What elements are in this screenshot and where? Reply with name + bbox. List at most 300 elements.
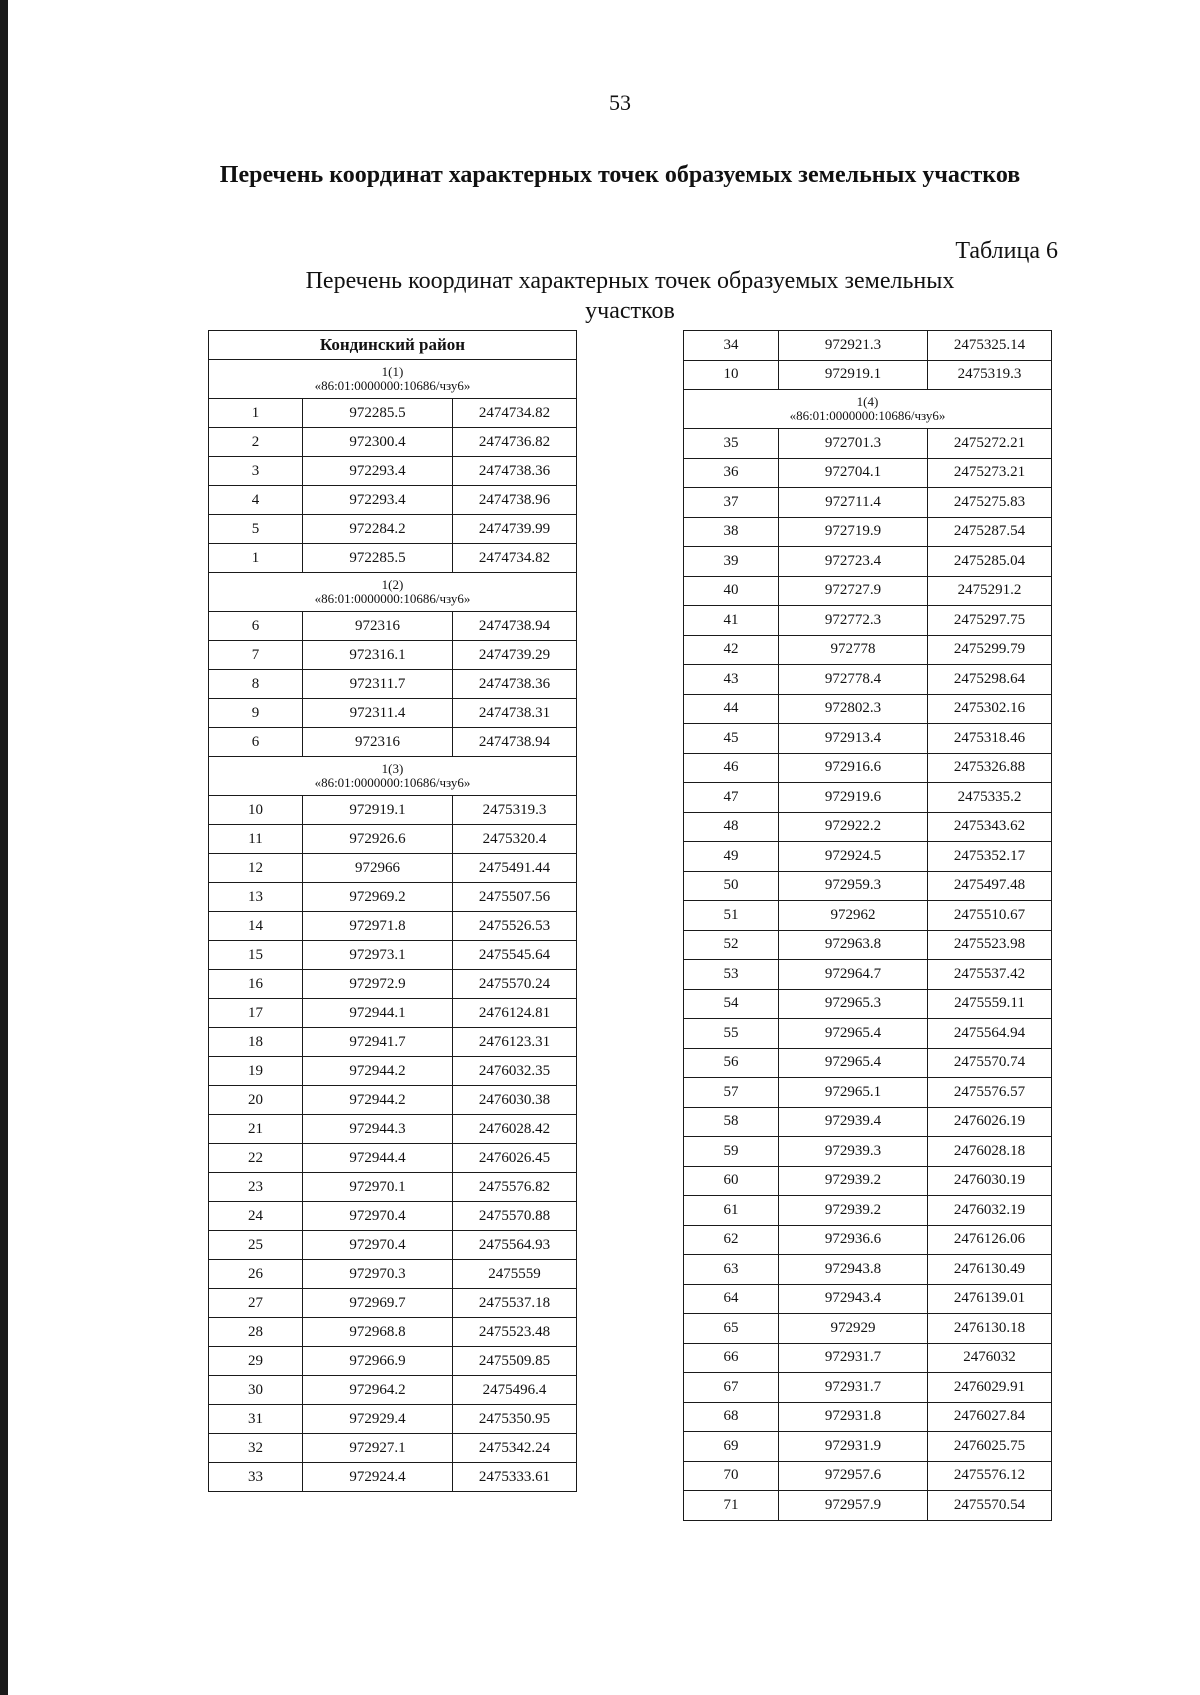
y-coordinate-cell: 2475507.56 (453, 883, 577, 912)
y-coordinate-cell: 2474738.94 (453, 728, 577, 757)
coordinate-row (684, 1019, 1052, 1049)
x-coordinate-cell: 972311.4 (303, 699, 453, 728)
point-number-cell: 9 (209, 699, 303, 728)
x-coordinate-cell: 972973.1 (303, 941, 453, 970)
point-number-cell: 24 (209, 1202, 303, 1231)
page-title: Перечень координат характерных точек образуемых земельных участков (219, 162, 1021, 188)
y-coordinate-cell: 2475335.2 (928, 783, 1052, 813)
x-coordinate-cell: 972913.4 (779, 724, 928, 754)
parcel-group-row (209, 757, 577, 796)
coordinate-row (209, 796, 577, 825)
y-coordinate-cell: 2475523.48 (453, 1318, 577, 1347)
x-coordinate-cell: 972970.3 (303, 1260, 453, 1289)
point-number-cell: 39 (684, 547, 779, 577)
point-number-cell: 70 (684, 1461, 779, 1491)
point-number-cell: 38 (684, 517, 779, 547)
x-coordinate-cell: 972944.2 (303, 1057, 453, 1086)
point-number-cell: 67 (684, 1373, 779, 1403)
parcel-id: 1(3) (381, 761, 404, 776)
y-coordinate-cell: 2475302.16 (928, 694, 1052, 724)
y-coordinate-cell: 2476027.84 (928, 1402, 1052, 1432)
x-coordinate-cell: 972926.6 (303, 825, 453, 854)
coordinate-row (684, 1491, 1052, 1521)
point-number-cell: 68 (684, 1402, 779, 1432)
point-number-cell: 32 (209, 1434, 303, 1463)
x-coordinate-cell: 972963.8 (779, 930, 928, 960)
coordinate-row (684, 635, 1052, 665)
point-number-cell: 27 (209, 1289, 303, 1318)
y-coordinate-cell: 2475576.57 (928, 1078, 1052, 1108)
point-number-cell: 1 (209, 399, 303, 428)
coordinate-row (684, 606, 1052, 636)
x-coordinate-cell: 972965.4 (779, 1019, 928, 1049)
x-coordinate-cell: 972965.4 (779, 1048, 928, 1078)
point-number-cell: 14 (209, 912, 303, 941)
y-coordinate-cell: 2475559 (453, 1260, 577, 1289)
point-number-cell: 62 (684, 1225, 779, 1255)
coordinate-row (684, 331, 1052, 361)
point-number-cell: 63 (684, 1255, 779, 1285)
x-coordinate-cell: 972802.3 (779, 694, 928, 724)
point-number-cell: 10 (684, 360, 779, 390)
point-number-cell: 1 (209, 544, 303, 573)
x-coordinate-cell: 972772.3 (779, 606, 928, 636)
point-number-cell: 28 (209, 1318, 303, 1347)
x-coordinate-cell: 972970.1 (303, 1173, 453, 1202)
point-number-cell: 19 (209, 1057, 303, 1086)
coordinate-row (209, 1405, 577, 1434)
x-coordinate-cell: 972316 (303, 612, 453, 641)
x-coordinate-cell: 972971.8 (303, 912, 453, 941)
parcel-group-header (684, 390, 1052, 429)
coordinate-row (684, 458, 1052, 488)
y-coordinate-cell: 2475342.24 (453, 1434, 577, 1463)
y-coordinate-cell: 2476028.42 (453, 1115, 577, 1144)
point-number-cell: 61 (684, 1196, 779, 1226)
x-coordinate-cell: 972944.4 (303, 1144, 453, 1173)
point-number-cell: 45 (684, 724, 779, 754)
x-coordinate-cell: 972936.6 (779, 1225, 928, 1255)
point-number-cell: 26 (209, 1260, 303, 1289)
point-number-cell: 60 (684, 1166, 779, 1196)
y-coordinate-cell: 2475559.11 (928, 989, 1052, 1019)
parcel-group-row (209, 573, 577, 612)
y-coordinate-cell: 2475333.61 (453, 1463, 577, 1492)
coordinate-row (684, 1373, 1052, 1403)
x-coordinate-cell: 972957.6 (779, 1461, 928, 1491)
coordinate-row (209, 912, 577, 941)
coordinate-row (209, 1289, 577, 1318)
coordinate-row (209, 1115, 577, 1144)
y-coordinate-cell: 2476126.06 (928, 1225, 1052, 1255)
y-coordinate-cell: 2475576.82 (453, 1173, 577, 1202)
y-coordinate-cell: 2475272.21 (928, 429, 1052, 459)
point-number-cell: 16 (209, 970, 303, 999)
point-number-cell: 43 (684, 665, 779, 695)
coordinate-row (684, 360, 1052, 390)
y-coordinate-cell: 2475570.24 (453, 970, 577, 999)
point-number-cell: 51 (684, 901, 779, 931)
y-coordinate-cell: 2476028.18 (928, 1137, 1052, 1167)
y-coordinate-cell: 2475523.98 (928, 930, 1052, 960)
x-coordinate-cell: 972293.4 (303, 457, 453, 486)
x-coordinate-cell: 972311.7 (303, 670, 453, 699)
point-number-cell: 41 (684, 606, 779, 636)
x-coordinate-cell: 972919.1 (779, 360, 928, 390)
coordinate-row (209, 1057, 577, 1086)
coordinate-row (684, 960, 1052, 990)
point-number-cell: 42 (684, 635, 779, 665)
point-number-cell: 46 (684, 753, 779, 783)
point-number-cell: 29 (209, 1347, 303, 1376)
coordinate-row (684, 1314, 1052, 1344)
point-number-cell: 12 (209, 854, 303, 883)
x-coordinate-cell: 972931.9 (779, 1432, 928, 1462)
y-coordinate-cell: 2475285.04 (928, 547, 1052, 577)
x-coordinate-cell: 972939.2 (779, 1196, 928, 1226)
coordinate-row (209, 457, 577, 486)
y-coordinate-cell: 2475343.62 (928, 812, 1052, 842)
x-coordinate-cell: 972778 (779, 635, 928, 665)
coordinate-row (684, 1461, 1052, 1491)
x-coordinate-cell: 972921.3 (779, 331, 928, 361)
point-number-cell: 3 (209, 457, 303, 486)
table-label: Таблица 6 (955, 238, 1058, 264)
coordinate-row (684, 1225, 1052, 1255)
coordinate-row (209, 1173, 577, 1202)
cadastral-code: «86:01:0000000:10686/чзу6» (789, 408, 946, 423)
coordinate-row (209, 1231, 577, 1260)
point-number-cell: 23 (209, 1173, 303, 1202)
y-coordinate-cell: 2475576.12 (928, 1461, 1052, 1491)
coordinate-row (684, 812, 1052, 842)
y-coordinate-cell: 2475291.2 (928, 576, 1052, 606)
coordinates-table-left (208, 330, 577, 1492)
coordinate-row (684, 429, 1052, 459)
parcel-id: 1(4) (856, 394, 879, 409)
coordinate-row (684, 871, 1052, 901)
x-coordinate-cell: 972704.1 (779, 458, 928, 488)
y-coordinate-cell: 2474736.82 (453, 428, 577, 457)
coordinate-row (684, 694, 1052, 724)
x-coordinate-cell: 972929 (779, 1314, 928, 1344)
y-coordinate-cell: 2475326.88 (928, 753, 1052, 783)
x-coordinate-cell: 972727.9 (779, 576, 928, 606)
point-number-cell: 49 (684, 842, 779, 872)
point-number-cell: 57 (684, 1078, 779, 1108)
point-number-cell: 56 (684, 1048, 779, 1078)
coordinate-row (684, 783, 1052, 813)
x-coordinate-cell: 972316 (303, 728, 453, 757)
point-number-cell: 64 (684, 1284, 779, 1314)
parcel-id: 1(1) (381, 364, 404, 379)
x-coordinate-cell: 972723.4 (779, 547, 928, 577)
coordinate-row (209, 1028, 577, 1057)
coordinate-row (684, 724, 1052, 754)
y-coordinate-cell: 2476139.01 (928, 1284, 1052, 1314)
point-number-cell: 34 (684, 331, 779, 361)
y-coordinate-cell: 2474734.82 (453, 399, 577, 428)
point-number-cell: 13 (209, 883, 303, 912)
coordinate-row (209, 399, 577, 428)
coordinate-row (209, 1434, 577, 1463)
point-number-cell: 6 (209, 728, 303, 757)
x-coordinate-cell: 972285.5 (303, 544, 453, 573)
y-coordinate-cell: 2475570.74 (928, 1048, 1052, 1078)
coordinate-row (209, 486, 577, 515)
coordinate-row (209, 612, 577, 641)
x-coordinate-cell: 972965.3 (779, 989, 928, 1019)
parcel-id: 1(2) (381, 577, 404, 592)
point-number-cell: 31 (209, 1405, 303, 1434)
x-coordinate-cell: 972943.8 (779, 1255, 928, 1285)
point-number-cell: 53 (684, 960, 779, 990)
x-coordinate-cell: 972316.1 (303, 641, 453, 670)
x-coordinate-cell: 972944.2 (303, 1086, 453, 1115)
x-coordinate-cell: 972966.9 (303, 1347, 453, 1376)
coordinate-row (684, 1432, 1052, 1462)
coordinate-row (209, 1463, 577, 1492)
x-coordinate-cell: 972968.8 (303, 1318, 453, 1347)
x-coordinate-cell: 972719.9 (779, 517, 928, 547)
coordinates-table-right (683, 330, 1052, 1521)
x-coordinate-cell: 972972.9 (303, 970, 453, 999)
coordinate-row (684, 1137, 1052, 1167)
x-coordinate-cell: 972969.2 (303, 883, 453, 912)
x-coordinate-cell: 972931.7 (779, 1343, 928, 1373)
coordinate-row (209, 970, 577, 999)
point-number-cell: 55 (684, 1019, 779, 1049)
y-coordinate-cell: 2475545.64 (453, 941, 577, 970)
x-coordinate-cell: 972931.8 (779, 1402, 928, 1432)
y-coordinate-cell: 2476032 (928, 1343, 1052, 1373)
y-coordinate-cell: 2475496.4 (453, 1376, 577, 1405)
y-coordinate-cell: 2475570.88 (453, 1202, 577, 1231)
coordinate-row (209, 641, 577, 670)
x-coordinate-cell: 972284.2 (303, 515, 453, 544)
coordinate-row (684, 1048, 1052, 1078)
y-coordinate-cell: 2475350.95 (453, 1405, 577, 1434)
y-coordinate-cell: 2475320.4 (453, 825, 577, 854)
coordinate-row (209, 883, 577, 912)
x-coordinate-cell: 972939.4 (779, 1107, 928, 1137)
x-coordinate-cell: 972970.4 (303, 1231, 453, 1260)
y-coordinate-cell: 2475318.46 (928, 724, 1052, 754)
y-coordinate-cell: 2475537.42 (928, 960, 1052, 990)
x-coordinate-cell: 972285.5 (303, 399, 453, 428)
point-number-cell: 30 (209, 1376, 303, 1405)
y-coordinate-cell: 2475325.14 (928, 331, 1052, 361)
coordinate-row (209, 1376, 577, 1405)
coordinate-row (209, 1202, 577, 1231)
coordinate-row (209, 825, 577, 854)
coordinate-row (209, 999, 577, 1028)
point-number-cell: 4 (209, 486, 303, 515)
page-edge-shadow (0, 0, 8, 1695)
x-coordinate-cell: 972924.4 (303, 1463, 453, 1492)
coordinate-row (684, 576, 1052, 606)
point-number-cell: 35 (684, 429, 779, 459)
y-coordinate-cell: 2474738.36 (453, 670, 577, 699)
cadastral-code: «86:01:0000000:10686/чзу6» (314, 378, 471, 393)
coordinate-row (684, 488, 1052, 518)
point-number-cell: 54 (684, 989, 779, 1019)
point-number-cell: 58 (684, 1107, 779, 1137)
y-coordinate-cell: 2476130.18 (928, 1314, 1052, 1344)
y-coordinate-cell: 2476124.81 (453, 999, 577, 1028)
y-coordinate-cell: 2476030.19 (928, 1166, 1052, 1196)
y-coordinate-cell: 2474738.36 (453, 457, 577, 486)
x-coordinate-cell: 972919.1 (303, 796, 453, 825)
coordinate-row (684, 989, 1052, 1019)
y-coordinate-cell: 2475491.44 (453, 854, 577, 883)
y-coordinate-cell: 2475298.64 (928, 665, 1052, 695)
coordinate-row (684, 1284, 1052, 1314)
y-coordinate-cell: 2475537.18 (453, 1289, 577, 1318)
y-coordinate-cell: 2475319.3 (453, 796, 577, 825)
x-coordinate-cell: 972293.4 (303, 486, 453, 515)
cadastral-code: «86:01:0000000:10686/чзу6» (314, 775, 471, 790)
coordinate-row (684, 1107, 1052, 1137)
point-number-cell: 47 (684, 783, 779, 813)
coordinate-row (684, 901, 1052, 931)
y-coordinate-cell: 2474739.99 (453, 515, 577, 544)
point-number-cell: 69 (684, 1432, 779, 1462)
y-coordinate-cell: 2475299.79 (928, 635, 1052, 665)
y-coordinate-cell: 2476030.38 (453, 1086, 577, 1115)
x-coordinate-cell: 972969.7 (303, 1289, 453, 1318)
coordinate-row (209, 544, 577, 573)
point-number-cell: 66 (684, 1343, 779, 1373)
x-coordinate-cell: 972929.4 (303, 1405, 453, 1434)
x-coordinate-cell: 972711.4 (779, 488, 928, 518)
point-number-cell: 37 (684, 488, 779, 518)
x-coordinate-cell: 972944.3 (303, 1115, 453, 1144)
y-coordinate-cell: 2475509.85 (453, 1347, 577, 1376)
y-coordinate-cell: 2476032.35 (453, 1057, 577, 1086)
coordinate-row (684, 665, 1052, 695)
y-coordinate-cell: 2476026.19 (928, 1107, 1052, 1137)
y-coordinate-cell: 2476130.49 (928, 1255, 1052, 1285)
coordinate-row (684, 930, 1052, 960)
coordinate-row (684, 547, 1052, 577)
coordinate-row (209, 1260, 577, 1289)
x-coordinate-cell: 972970.4 (303, 1202, 453, 1231)
x-coordinate-cell: 972922.2 (779, 812, 928, 842)
y-coordinate-cell: 2475352.17 (928, 842, 1052, 872)
coordinate-row (684, 1343, 1052, 1373)
point-number-cell: 18 (209, 1028, 303, 1057)
point-number-cell: 52 (684, 930, 779, 960)
x-coordinate-cell: 972943.4 (779, 1284, 928, 1314)
point-number-cell: 22 (209, 1144, 303, 1173)
x-coordinate-cell: 972964.2 (303, 1376, 453, 1405)
point-number-cell: 17 (209, 999, 303, 1028)
coordinate-row (684, 1078, 1052, 1108)
parcel-group-row (684, 390, 1052, 429)
y-coordinate-cell: 2475319.3 (928, 360, 1052, 390)
y-coordinate-cell: 2475510.67 (928, 901, 1052, 931)
x-coordinate-cell: 972962 (779, 901, 928, 931)
point-number-cell: 21 (209, 1115, 303, 1144)
y-coordinate-cell: 2474738.31 (453, 699, 577, 728)
coordinate-row (209, 1144, 577, 1173)
point-number-cell: 33 (209, 1463, 303, 1492)
coordinate-row (684, 1166, 1052, 1196)
coordinate-row (209, 670, 577, 699)
point-number-cell: 48 (684, 812, 779, 842)
coordinate-row (684, 1255, 1052, 1285)
point-number-cell: 40 (684, 576, 779, 606)
x-coordinate-cell: 972939.3 (779, 1137, 928, 1167)
coordinate-row (209, 941, 577, 970)
y-coordinate-cell: 2475275.83 (928, 488, 1052, 518)
coordinate-row (209, 1086, 577, 1115)
coordinate-row (684, 1196, 1052, 1226)
y-coordinate-cell: 2476026.45 (453, 1144, 577, 1173)
point-number-cell: 8 (209, 670, 303, 699)
coordinate-row (684, 753, 1052, 783)
parcel-group-header (209, 360, 577, 399)
coordinate-row (209, 515, 577, 544)
parcel-group-header (209, 757, 577, 796)
point-number-cell: 10 (209, 796, 303, 825)
y-coordinate-cell: 2474738.94 (453, 612, 577, 641)
point-number-cell: 25 (209, 1231, 303, 1260)
x-coordinate-cell: 972964.7 (779, 960, 928, 990)
point-number-cell: 65 (684, 1314, 779, 1344)
y-coordinate-cell: 2475273.21 (928, 458, 1052, 488)
table-caption: Перечень координат характерных точек образуемых земельных участков (305, 268, 955, 324)
point-number-cell: 44 (684, 694, 779, 724)
point-number-cell: 5 (209, 515, 303, 544)
point-number-cell: 7 (209, 641, 303, 670)
x-coordinate-cell: 972944.1 (303, 999, 453, 1028)
coordinate-row (684, 517, 1052, 547)
y-coordinate-cell: 2475497.48 (928, 871, 1052, 901)
y-coordinate-cell: 2476032.19 (928, 1196, 1052, 1226)
x-coordinate-cell: 972941.7 (303, 1028, 453, 1057)
x-coordinate-cell: 972924.5 (779, 842, 928, 872)
y-coordinate-cell: 2475297.75 (928, 606, 1052, 636)
coordinate-row (209, 854, 577, 883)
point-number-cell: 15 (209, 941, 303, 970)
point-number-cell: 2 (209, 428, 303, 457)
x-coordinate-cell: 972927.1 (303, 1434, 453, 1463)
y-coordinate-cell: 2475564.94 (928, 1019, 1052, 1049)
x-coordinate-cell: 972966 (303, 854, 453, 883)
y-coordinate-cell: 2475526.53 (453, 912, 577, 941)
coordinate-row (209, 1318, 577, 1347)
parcel-group-row (209, 360, 577, 399)
x-coordinate-cell: 972931.7 (779, 1373, 928, 1403)
coordinate-row (684, 842, 1052, 872)
left-table-body (209, 360, 577, 1492)
district-header: Кондинский район (209, 331, 577, 360)
y-coordinate-cell: 2475564.93 (453, 1231, 577, 1260)
x-coordinate-cell: 972959.3 (779, 871, 928, 901)
point-number-cell: 50 (684, 871, 779, 901)
y-coordinate-cell: 2476123.31 (453, 1028, 577, 1057)
point-number-cell: 36 (684, 458, 779, 488)
y-coordinate-cell: 2474734.82 (453, 544, 577, 573)
x-coordinate-cell: 972939.2 (779, 1166, 928, 1196)
y-coordinate-cell: 2476025.75 (928, 1432, 1052, 1462)
coordinate-row (209, 728, 577, 757)
x-coordinate-cell: 972701.3 (779, 429, 928, 459)
x-coordinate-cell: 972957.9 (779, 1491, 928, 1521)
point-number-cell: 11 (209, 825, 303, 854)
